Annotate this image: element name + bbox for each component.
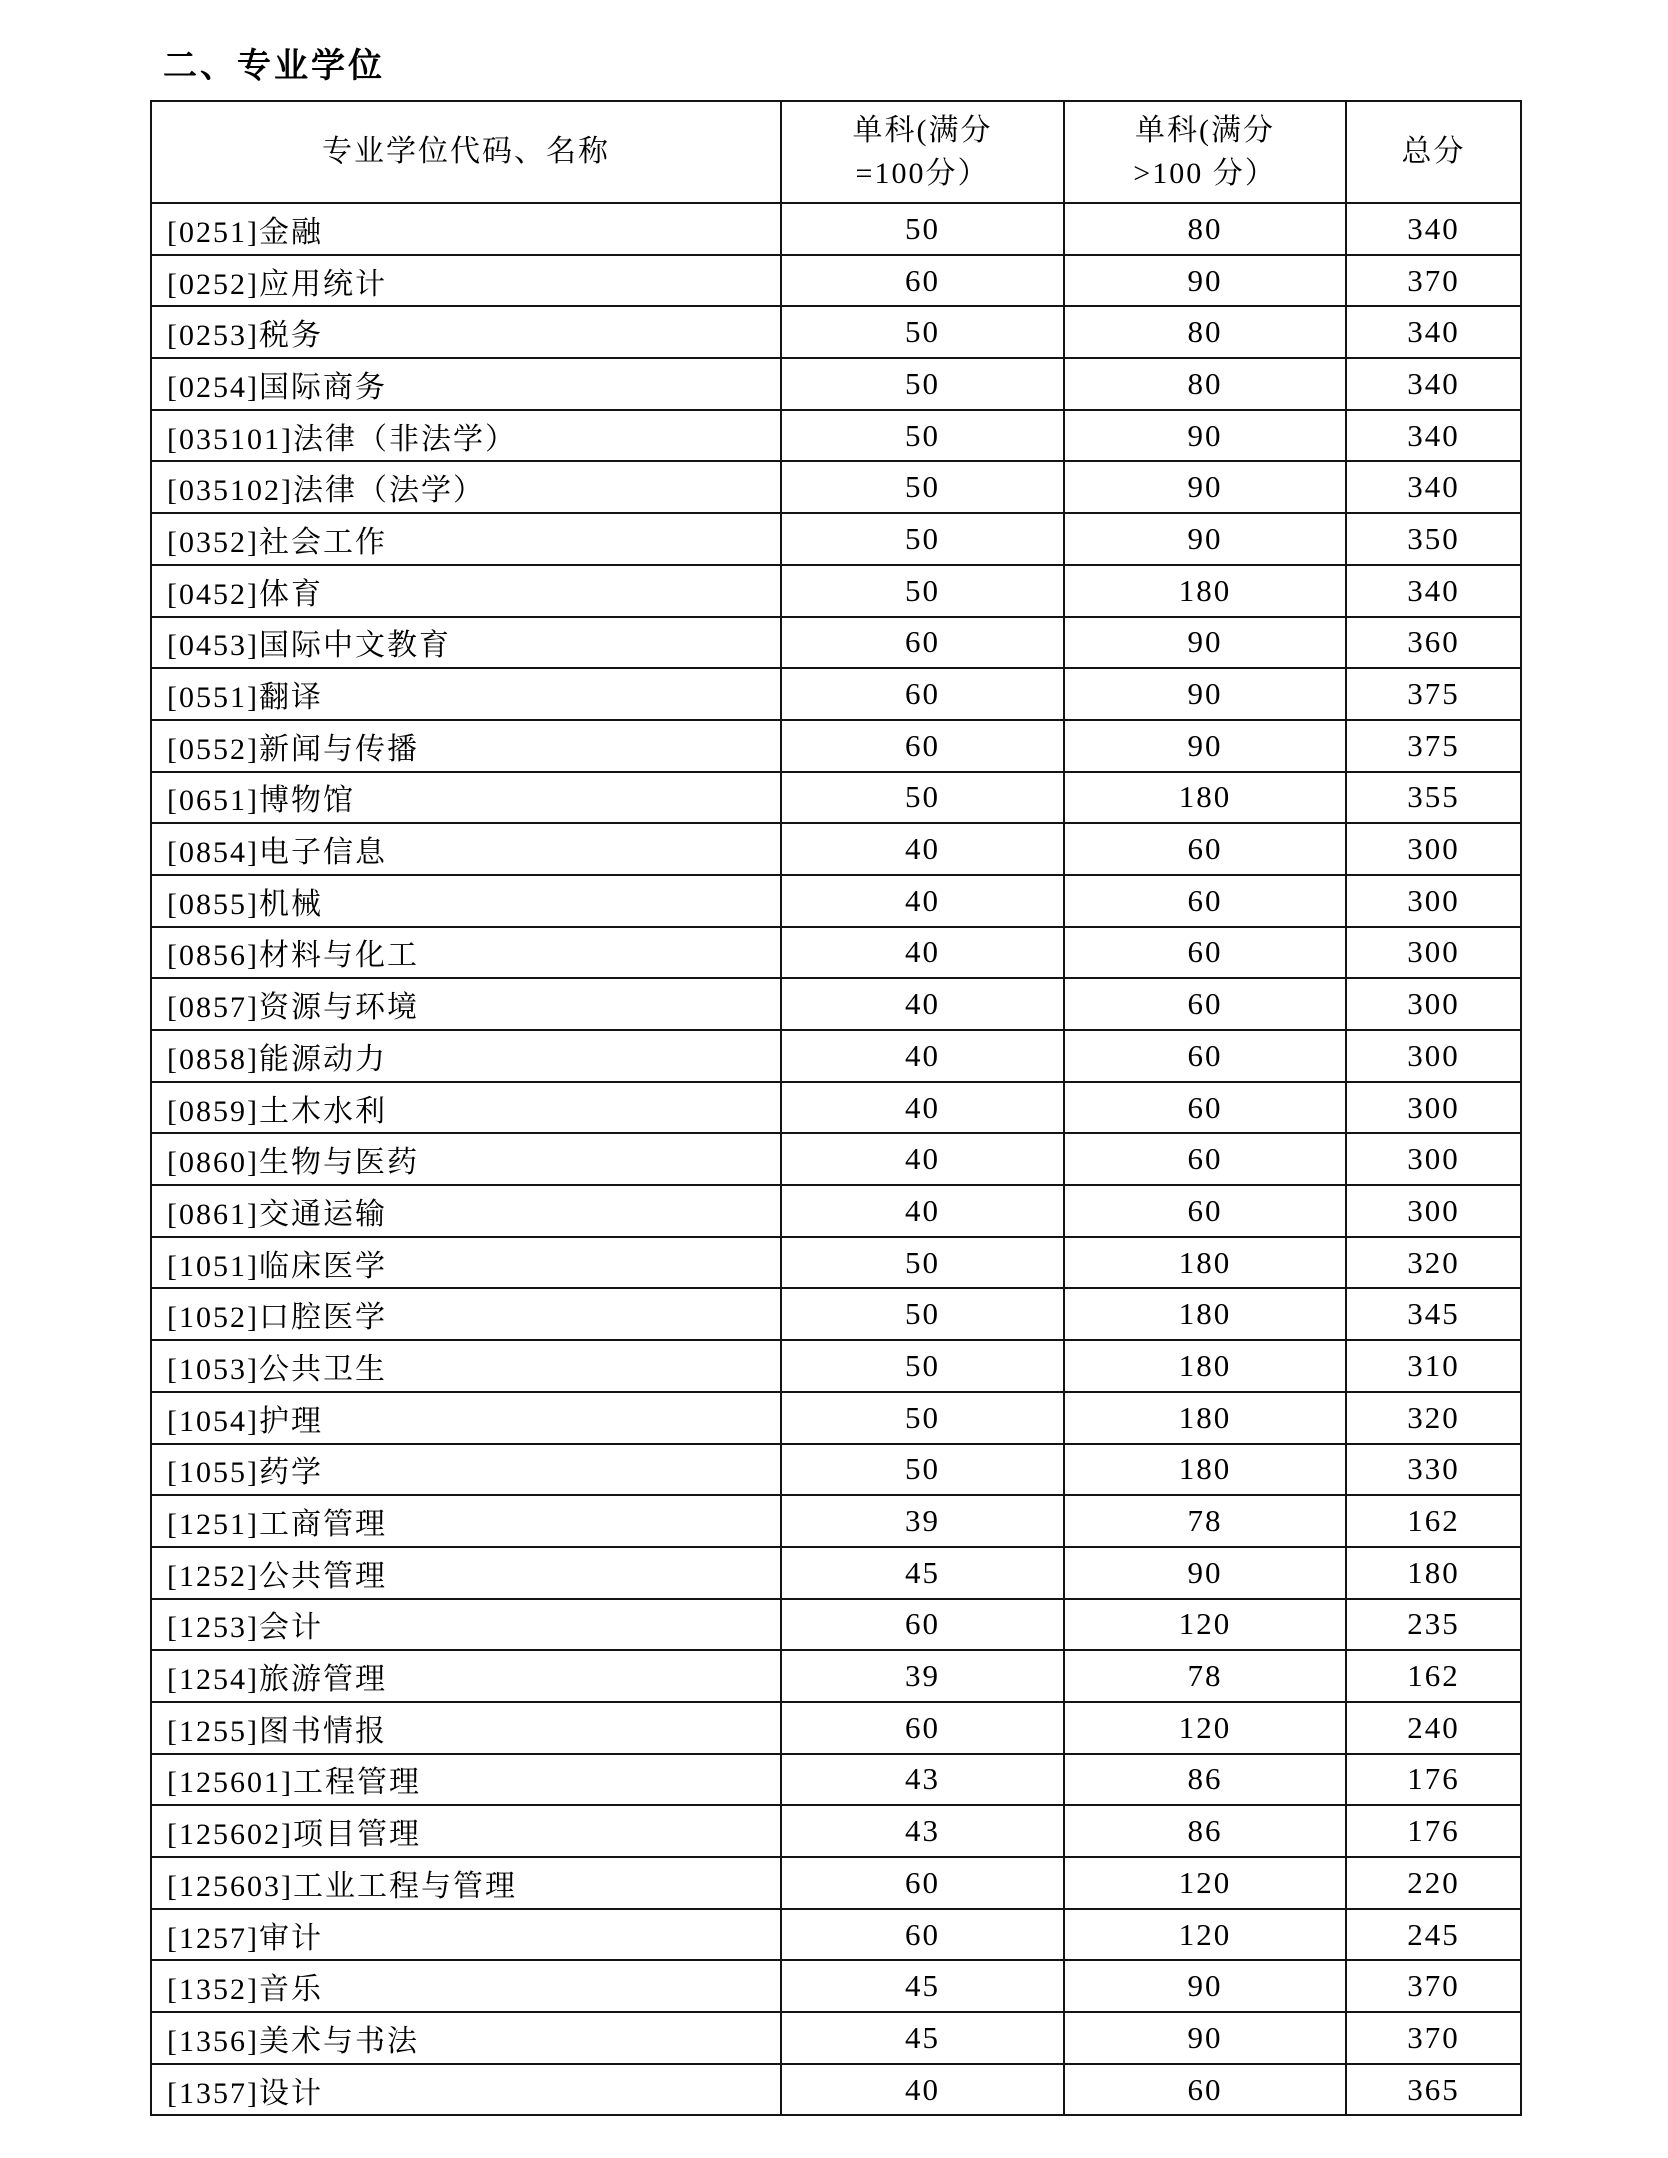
single-gt100-cell: 90 xyxy=(1064,2012,1346,2064)
total-score-cell: 240 xyxy=(1346,1702,1521,1754)
total-score-cell: 300 xyxy=(1346,1133,1521,1185)
total-score-cell: 355 xyxy=(1346,772,1521,824)
single-full100-cell: 39 xyxy=(781,1495,1064,1547)
total-score-cell: 176 xyxy=(1346,1754,1521,1806)
single-gt100-cell: 120 xyxy=(1064,1599,1346,1651)
single-gt100-cell: 90 xyxy=(1064,461,1346,513)
table-row xyxy=(151,772,1521,824)
single-full100-cell: 60 xyxy=(781,1857,1064,1909)
table-row xyxy=(151,1133,1521,1185)
degree-name-cell: [1255]图书情报 xyxy=(151,1702,781,1754)
degree-name-cell: [1054]护理 xyxy=(151,1392,781,1444)
single-full100-cell: 50 xyxy=(781,772,1064,824)
degree-name-cell: [0253]税务 xyxy=(151,306,781,358)
single-full100-cell: 40 xyxy=(781,875,1064,927)
total-score-cell: 235 xyxy=(1346,1599,1521,1651)
single-gt100-cell: 180 xyxy=(1064,772,1346,824)
single-full100-cell: 45 xyxy=(781,2012,1064,2064)
col-header-single-subject-full100-line1: 单科(满分 xyxy=(852,113,993,147)
single-full100-cell: 60 xyxy=(781,255,1064,307)
degree-name-cell: [0552]新闻与传播 xyxy=(151,720,781,772)
table-row xyxy=(151,1030,1521,1082)
col-header-single-subject-full100 xyxy=(781,101,1064,203)
single-gt100-cell: 60 xyxy=(1064,1185,1346,1237)
table-row xyxy=(151,720,1521,772)
single-gt100-cell: 60 xyxy=(1064,875,1346,927)
single-gt100-cell: 90 xyxy=(1064,513,1346,565)
degree-name-cell: [0859]土木水利 xyxy=(151,1082,781,1134)
total-score-cell: 340 xyxy=(1346,410,1521,462)
single-full100-cell: 45 xyxy=(781,1960,1064,2012)
single-gt100-cell: 180 xyxy=(1064,1237,1346,1289)
total-score-cell: 300 xyxy=(1346,1185,1521,1237)
table-row xyxy=(151,1392,1521,1444)
single-full100-cell: 50 xyxy=(781,1392,1064,1444)
table-row xyxy=(151,823,1521,875)
single-gt100-cell: 78 xyxy=(1064,1495,1346,1547)
table-row xyxy=(151,875,1521,927)
table-row xyxy=(151,255,1521,307)
single-gt100-cell: 180 xyxy=(1064,1392,1346,1444)
single-full100-cell: 50 xyxy=(781,410,1064,462)
single-gt100-cell: 80 xyxy=(1064,203,1346,255)
total-score-cell: 300 xyxy=(1346,1030,1521,1082)
single-full100-cell: 39 xyxy=(781,1650,1064,1702)
table-row xyxy=(151,1650,1521,1702)
table-row xyxy=(151,1340,1521,1392)
degree-name-cell: [1352]音乐 xyxy=(151,1960,781,2012)
total-score-cell: 245 xyxy=(1346,1909,1521,1961)
total-score-cell: 300 xyxy=(1346,823,1521,875)
single-gt100-cell: 180 xyxy=(1064,1288,1346,1340)
total-score-cell: 370 xyxy=(1346,2012,1521,2064)
total-score-cell: 300 xyxy=(1346,978,1521,1030)
single-full100-cell: 50 xyxy=(781,1237,1064,1289)
single-gt100-cell: 120 xyxy=(1064,1857,1346,1909)
single-gt100-cell: 60 xyxy=(1064,1030,1346,1082)
single-full100-cell: 50 xyxy=(781,513,1064,565)
total-score-cell: 340 xyxy=(1346,565,1521,617)
degree-name-cell: [1052]口腔医学 xyxy=(151,1288,781,1340)
single-full100-cell: 40 xyxy=(781,927,1064,979)
table-row xyxy=(151,1754,1521,1806)
table-row xyxy=(151,1547,1521,1599)
table-row xyxy=(151,1599,1521,1651)
degree-name-cell: [035102]法律（法学） xyxy=(151,461,781,513)
single-gt100-cell: 90 xyxy=(1064,1960,1346,2012)
single-full100-cell: 45 xyxy=(781,1547,1064,1599)
table-row xyxy=(151,513,1521,565)
single-full100-cell: 50 xyxy=(781,1288,1064,1340)
single-full100-cell: 60 xyxy=(781,1599,1064,1651)
single-full100-cell: 60 xyxy=(781,668,1064,720)
degree-name-cell: [0861]交通运输 xyxy=(151,1185,781,1237)
table-header xyxy=(151,101,1521,203)
single-full100-cell: 40 xyxy=(781,1030,1064,1082)
table-row xyxy=(151,1960,1521,2012)
total-score-cell: 365 xyxy=(1346,2064,1521,2116)
table-row xyxy=(151,1495,1521,1547)
total-score-cell: 340 xyxy=(1346,358,1521,410)
degree-name-cell: [0855]机械 xyxy=(151,875,781,927)
table-row xyxy=(151,1909,1521,1961)
total-score-cell: 340 xyxy=(1346,306,1521,358)
total-score-cell: 330 xyxy=(1346,1444,1521,1496)
single-gt100-cell: 80 xyxy=(1064,358,1346,410)
table-row xyxy=(151,1288,1521,1340)
single-full100-cell: 50 xyxy=(781,461,1064,513)
degree-name-cell: [0857]资源与环境 xyxy=(151,978,781,1030)
table-row xyxy=(151,461,1521,513)
total-score-cell: 220 xyxy=(1346,1857,1521,1909)
col-header-single-subject-full100-line2: =100分） xyxy=(855,157,990,190)
header-row xyxy=(151,101,1521,203)
col-header-single-subject-gt100 xyxy=(1064,101,1346,203)
total-score-cell: 340 xyxy=(1346,203,1521,255)
degree-name-cell: [0251]金融 xyxy=(151,203,781,255)
single-gt100-cell: 60 xyxy=(1064,2064,1346,2116)
single-gt100-cell: 60 xyxy=(1064,823,1346,875)
single-gt100-cell: 120 xyxy=(1064,1909,1346,1961)
single-gt100-cell: 86 xyxy=(1064,1754,1346,1806)
single-full100-cell: 50 xyxy=(781,203,1064,255)
table-row xyxy=(151,2012,1521,2064)
single-full100-cell: 60 xyxy=(781,1909,1064,1961)
col-header-single-subject-gt100-line2: >100 分） xyxy=(1133,157,1277,190)
single-full100-cell: 50 xyxy=(781,306,1064,358)
total-score-cell: 310 xyxy=(1346,1340,1521,1392)
single-full100-cell: 40 xyxy=(781,1082,1064,1134)
total-score-cell: 375 xyxy=(1346,668,1521,720)
degree-name-cell: [125601]工程管理 xyxy=(151,1754,781,1806)
col-header-total-score: 总分 xyxy=(1346,101,1521,203)
degree-name-cell: [0252]应用统计 xyxy=(151,255,781,307)
total-score-cell: 300 xyxy=(1346,1082,1521,1134)
total-score-cell: 375 xyxy=(1346,720,1521,772)
single-full100-cell: 50 xyxy=(781,1444,1064,1496)
single-gt100-cell: 86 xyxy=(1064,1805,1346,1857)
single-full100-cell: 43 xyxy=(781,1805,1064,1857)
single-gt100-cell: 180 xyxy=(1064,1340,1346,1392)
single-gt100-cell: 120 xyxy=(1064,1702,1346,1754)
single-full100-cell: 50 xyxy=(781,358,1064,410)
table-row xyxy=(151,203,1521,255)
total-score-cell: 345 xyxy=(1346,1288,1521,1340)
table-row xyxy=(151,306,1521,358)
single-full100-cell: 40 xyxy=(781,2064,1064,2116)
degree-name-cell: [0854]电子信息 xyxy=(151,823,781,875)
degree-name-cell: [0551]翻译 xyxy=(151,668,781,720)
single-gt100-cell: 90 xyxy=(1064,255,1346,307)
single-full100-cell: 60 xyxy=(781,617,1064,669)
total-score-cell: 360 xyxy=(1346,617,1521,669)
degree-name-cell: [1252]公共管理 xyxy=(151,1547,781,1599)
total-score-cell: 320 xyxy=(1346,1237,1521,1289)
single-full100-cell: 43 xyxy=(781,1754,1064,1806)
single-full100-cell: 40 xyxy=(781,978,1064,1030)
single-gt100-cell: 80 xyxy=(1064,306,1346,358)
table-row xyxy=(151,565,1521,617)
single-full100-cell: 40 xyxy=(781,1185,1064,1237)
degree-name-cell: [125603]工业工程与管理 xyxy=(151,1857,781,1909)
single-full100-cell: 40 xyxy=(781,823,1064,875)
degree-name-cell: [0651]博物馆 xyxy=(151,772,781,824)
single-gt100-cell: 90 xyxy=(1064,720,1346,772)
degree-name-cell: [1053]公共卫生 xyxy=(151,1340,781,1392)
degree-name-cell: [1253]会计 xyxy=(151,1599,781,1651)
single-gt100-cell: 90 xyxy=(1064,1547,1346,1599)
single-gt100-cell: 60 xyxy=(1064,927,1346,979)
total-score-cell: 176 xyxy=(1346,1805,1521,1857)
single-full100-cell: 60 xyxy=(781,720,1064,772)
degree-name-cell: [0860]生物与医药 xyxy=(151,1133,781,1185)
degree-name-cell: [1051]临床医学 xyxy=(151,1237,781,1289)
degree-name-cell: [1357]设计 xyxy=(151,2064,781,2116)
table-row xyxy=(151,927,1521,979)
single-gt100-cell: 60 xyxy=(1064,1133,1346,1185)
total-score-cell: 300 xyxy=(1346,927,1521,979)
table-row xyxy=(151,1237,1521,1289)
single-full100-cell: 60 xyxy=(781,1702,1064,1754)
single-gt100-cell: 180 xyxy=(1064,1444,1346,1496)
degree-name-cell: [1254]旅游管理 xyxy=(151,1650,781,1702)
table-row xyxy=(151,1444,1521,1496)
single-full100-cell: 50 xyxy=(781,1340,1064,1392)
single-gt100-cell: 78 xyxy=(1064,1650,1346,1702)
single-gt100-cell: 90 xyxy=(1064,668,1346,720)
table-row xyxy=(151,978,1521,1030)
degree-name-cell: [0453]国际中文教育 xyxy=(151,617,781,669)
col-header-single-subject-gt100-line1: 单科(满分 xyxy=(1135,113,1275,147)
table-row xyxy=(151,2064,1521,2116)
degree-name-cell: [0856]材料与化工 xyxy=(151,927,781,979)
table-body xyxy=(151,203,1521,2115)
total-score-cell: 340 xyxy=(1346,461,1521,513)
single-gt100-cell: 60 xyxy=(1064,1082,1346,1134)
degree-name-cell: [0452]体育 xyxy=(151,565,781,617)
single-full100-cell: 40 xyxy=(781,1133,1064,1185)
table-row xyxy=(151,358,1521,410)
single-gt100-cell: 180 xyxy=(1064,565,1346,617)
total-score-cell: 180 xyxy=(1346,1547,1521,1599)
total-score-cell: 300 xyxy=(1346,875,1521,927)
score-table xyxy=(150,100,1522,2116)
single-gt100-cell: 90 xyxy=(1064,617,1346,669)
degree-name-cell: [1055]药学 xyxy=(151,1444,781,1496)
total-score-cell: 370 xyxy=(1346,1960,1521,2012)
total-score-cell: 162 xyxy=(1346,1495,1521,1547)
degree-name-cell: [0352]社会工作 xyxy=(151,513,781,565)
table-row xyxy=(151,1857,1521,1909)
degree-name-cell: [0858]能源动力 xyxy=(151,1030,781,1082)
single-gt100-cell: 60 xyxy=(1064,978,1346,1030)
table-row xyxy=(151,410,1521,462)
degree-name-cell: [125602]项目管理 xyxy=(151,1805,781,1857)
table-row xyxy=(151,668,1521,720)
total-score-cell: 320 xyxy=(1346,1392,1521,1444)
table-row xyxy=(151,1702,1521,1754)
degree-name-cell: [1251]工商管理 xyxy=(151,1495,781,1547)
degree-name-cell: [0254]国际商务 xyxy=(151,358,781,410)
total-score-cell: 162 xyxy=(1346,1650,1521,1702)
single-full100-cell: 50 xyxy=(781,565,1064,617)
single-gt100-cell: 90 xyxy=(1064,410,1346,462)
degree-name-cell: [1257]审计 xyxy=(151,1909,781,1961)
table-row xyxy=(151,617,1521,669)
total-score-cell: 350 xyxy=(1346,513,1521,565)
col-header-degree-name: 专业学位代码、名称 xyxy=(151,101,781,203)
table-row xyxy=(151,1185,1521,1237)
total-score-cell: 370 xyxy=(1346,255,1521,307)
table-row xyxy=(151,1805,1521,1857)
degree-name-cell: [1356]美术与书法 xyxy=(151,2012,781,2064)
degree-name-cell: [035101]法律（非法学） xyxy=(151,410,781,462)
table-row xyxy=(151,1082,1521,1134)
section-title: 二、专业学位 xyxy=(163,47,385,85)
